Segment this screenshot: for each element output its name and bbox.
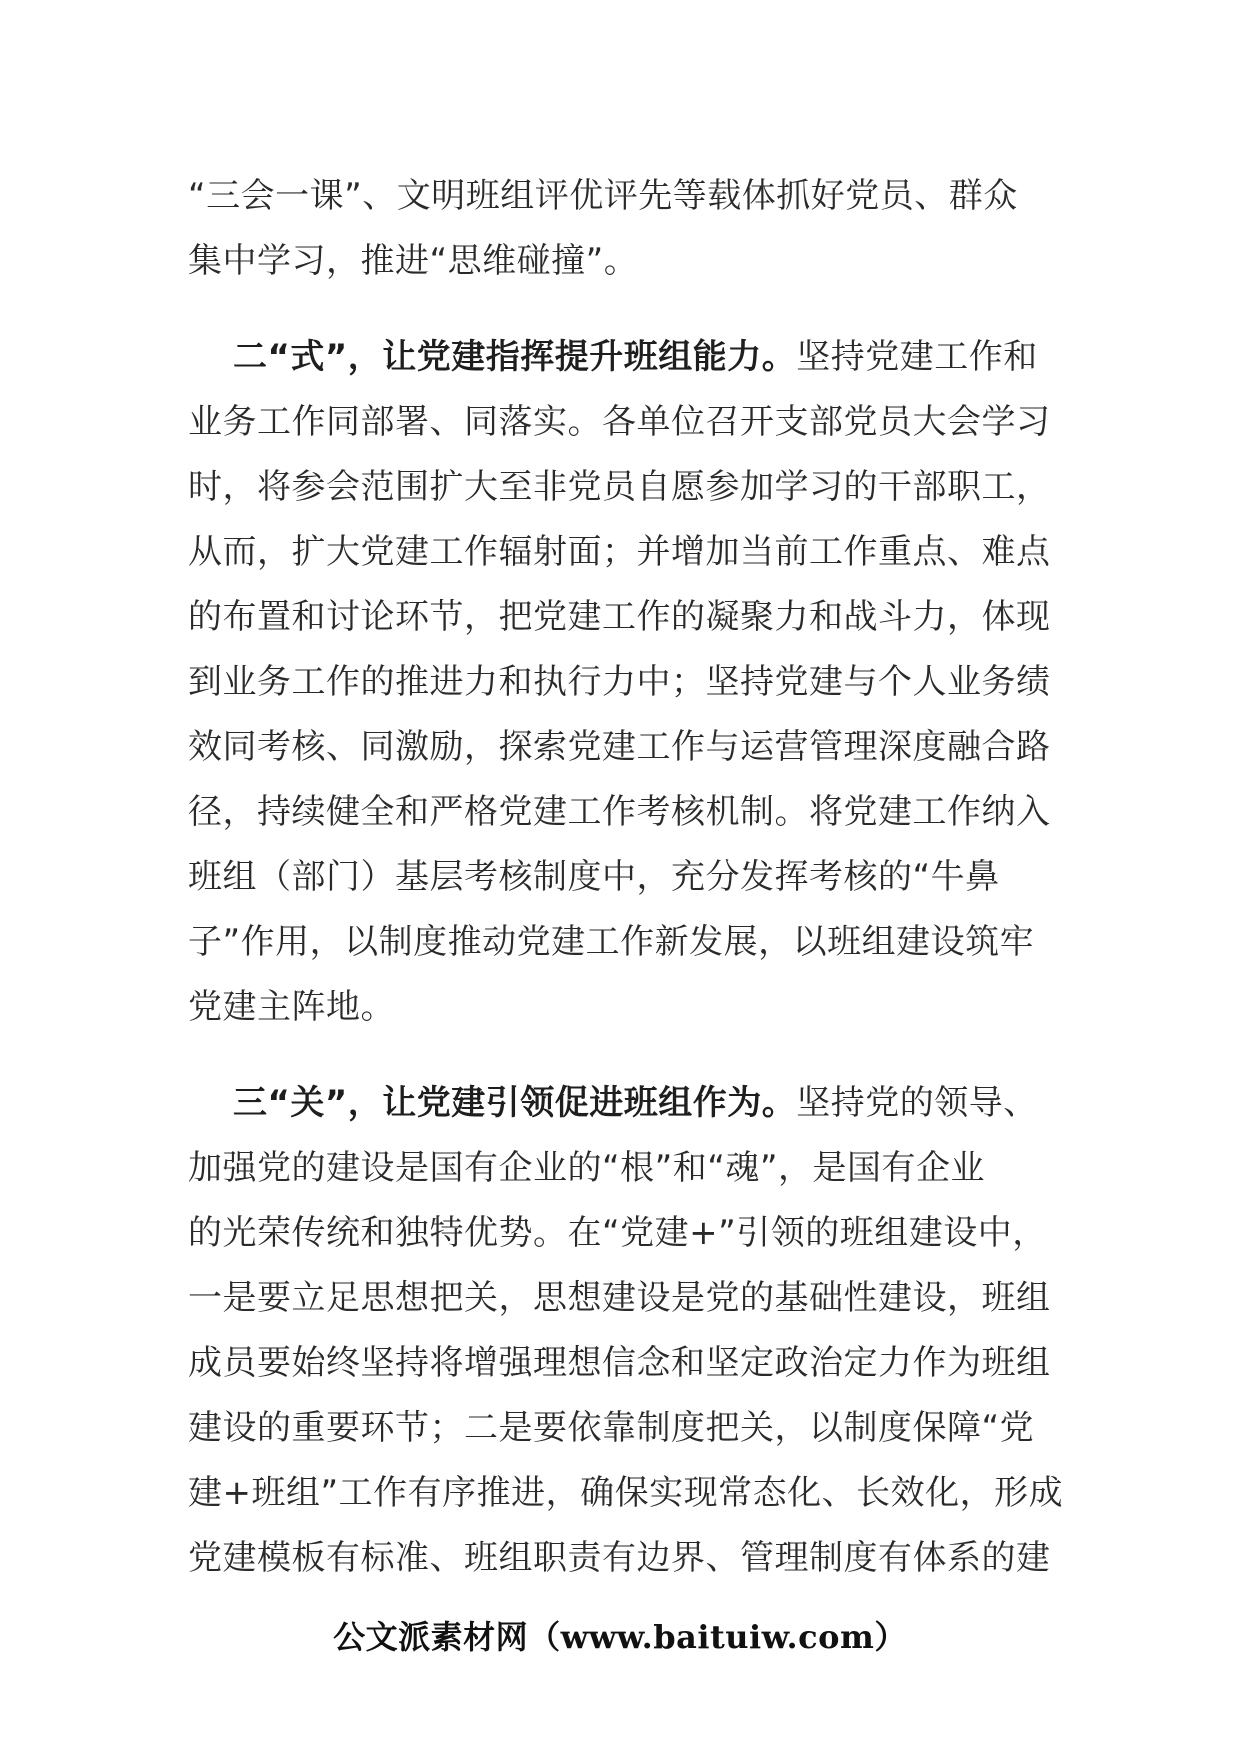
page-footer: 公文派素材网（www.baituiw.com） [333,1618,907,1656]
text-line: 的布置和讨论环节，把党建工作的凝聚力和战斗力，体现 [188,597,1051,637]
paragraph-spacer [188,1040,1052,1071]
text-line: 党建模板有标准、班组职责有边界、管理制度有体系的建 [188,1538,1051,1578]
text-line: 集中学习，推进“思维碰撞”。 [188,241,639,281]
text-line: 加强党的建设是国有企业的“根”和“魂”，是国有企业 [188,1148,985,1188]
paragraph-first-line [188,1071,1052,1136]
text-run: 坚持党的领导、 [796,1083,1038,1123]
text-line: 时，将参会范围扩大至非党员自愿参加学习的干部职工， [188,467,1051,507]
text-line: 从而，扩大党建工作辐射面；并增加当前工作重点、难点 [188,532,1051,572]
section-heading: 二“式”，让党建指挥提升班组能力。 [233,337,797,377]
text-line: 子”作用，以制度推动党建工作新发展，以班组建设筑牢 [188,922,1035,962]
text-line: 的光荣传统和独特优势。在“党建+”引领的班组建设中， [188,1213,1047,1253]
text-line: 建设的重要环节；二是要依靠制度把关，以制度保障“党 [188,1408,1035,1448]
paragraph-2 [188,325,1052,1040]
text-line: 班组（部门）基层考核制度中，充分发挥考核的“牛鼻 [188,857,1000,897]
text-line: 业务工作同部署、同落实。各单位召开支部党员大会学习 [188,402,1051,442]
document-body [188,164,1064,1591]
paragraph-3 [188,1071,1064,1591]
paragraph-1 [188,164,1052,294]
text-line: 建+班组”工作有序推进，确保实现常态化、长效化，形成 [188,1473,1064,1513]
section-heading: 三“关”，让党建引领促进班组作为。 [233,1083,797,1123]
text-line: “三会一课”、文明班组评优评先等载体抓好党员、群众 [188,176,1018,216]
text-line: 径，持续健全和严格党建工作考核机制。将党建工作纳入 [188,792,1051,832]
text-line: 党建主阵地。 [188,987,395,1027]
text-line: 成员要始终坚持将增强理想信念和坚定政治定力作为班组 [188,1343,1051,1383]
text-run: 坚持党建工作和 [796,337,1038,377]
text-line: 到业务工作的推进力和执行力中；坚持党建与个人业务绩 [188,662,1051,702]
text-line: 一是要立足思想把关，思想建设是党的基础性建设，班组 [188,1278,1051,1318]
paragraph-first-line [188,325,1052,390]
text-line: 效同考核、同激励，探索党建工作与运营管理深度融合路 [188,727,1051,767]
paragraph-spacer [188,294,1052,325]
